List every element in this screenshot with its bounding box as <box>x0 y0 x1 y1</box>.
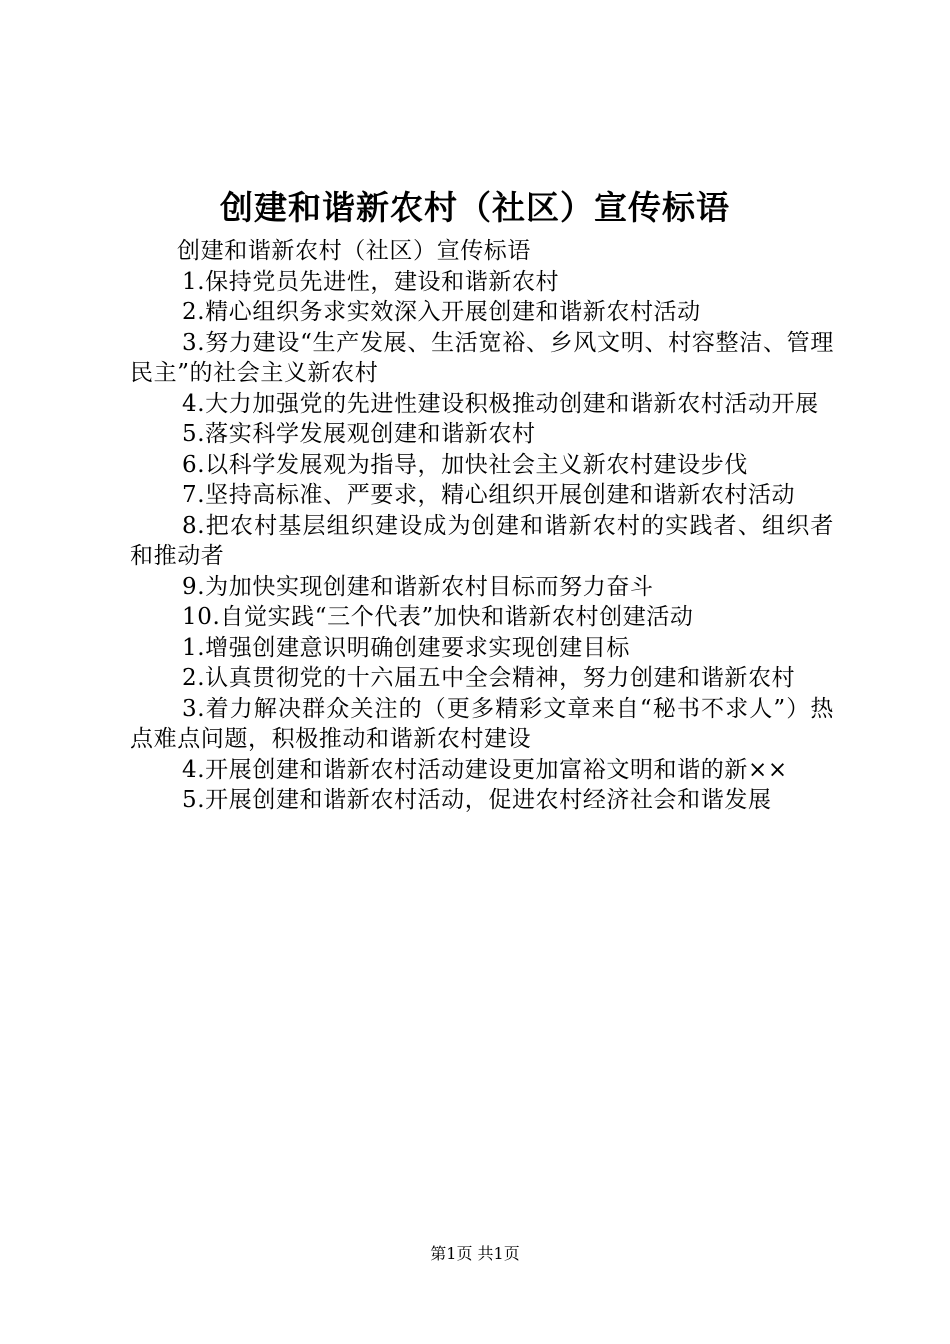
slogan-item: 8.把农村基层组织建设成为创建和谐新农村的实践者、组织者和推动者 <box>130 512 834 569</box>
slogan-item: 6.以科学发展观为指导，加快社会主义新农村建设步伐 <box>182 451 748 478</box>
slogan-item: 1.增强创建意识明确创建要求实现创建目标 <box>182 634 630 661</box>
document-subtitle: 创建和谐新农村（社区）宣传标语 <box>177 238 531 264</box>
slogan-item: 7.坚持高标准、严要求，精心组织开展创建和谐新农村活动 <box>182 482 796 508</box>
page-footer: 第1页 共1页 <box>430 1244 520 1263</box>
document-title: 创建和谐新农村（社区）宣传标语 <box>220 188 730 227</box>
slogan-item: 2.认真贯彻党的十六届五中全会精神，努力创建和谐新农村 <box>182 665 796 691</box>
slogan-item: 1.保持党员先进性，建设和谐新农村 <box>182 268 560 295</box>
slogan-item: 3.着力解决群众关注的（更多精彩文章来自“秘书不求人”）热点难点问题，积极推动和谐新农村建设 <box>130 695 834 752</box>
slogan-item: 4.大力加强党的先进性建设积极推动创建和谐新农村活动开展 <box>182 390 819 417</box>
document-body <box>130 236 834 816</box>
slogan-item: 4.开展创建和谐新农村活动建设更加富裕文明和谐的新×× <box>182 756 788 783</box>
slogan-item: 5.开展创建和谐新农村活动，促进农村经济社会和谐发展 <box>182 787 772 813</box>
slogan-item: 3.努力建设“生产发展、生活宽裕、乡风文明、村容整洁、管理民主”的社会主义新农村 <box>130 329 834 386</box>
slogan-item: 10.自觉实践“三个代表”加快和谐新农村创建活动 <box>182 604 694 630</box>
slogan-item: 2.精心组织务求实效深入开展创建和谐新农村活动 <box>182 299 701 325</box>
slogan-item: 5.落实科学发展观创建和谐新农村 <box>182 421 536 447</box>
slogan-item: 9.为加快实现创建和谐新农村目标而努力奋斗 <box>182 573 654 600</box>
